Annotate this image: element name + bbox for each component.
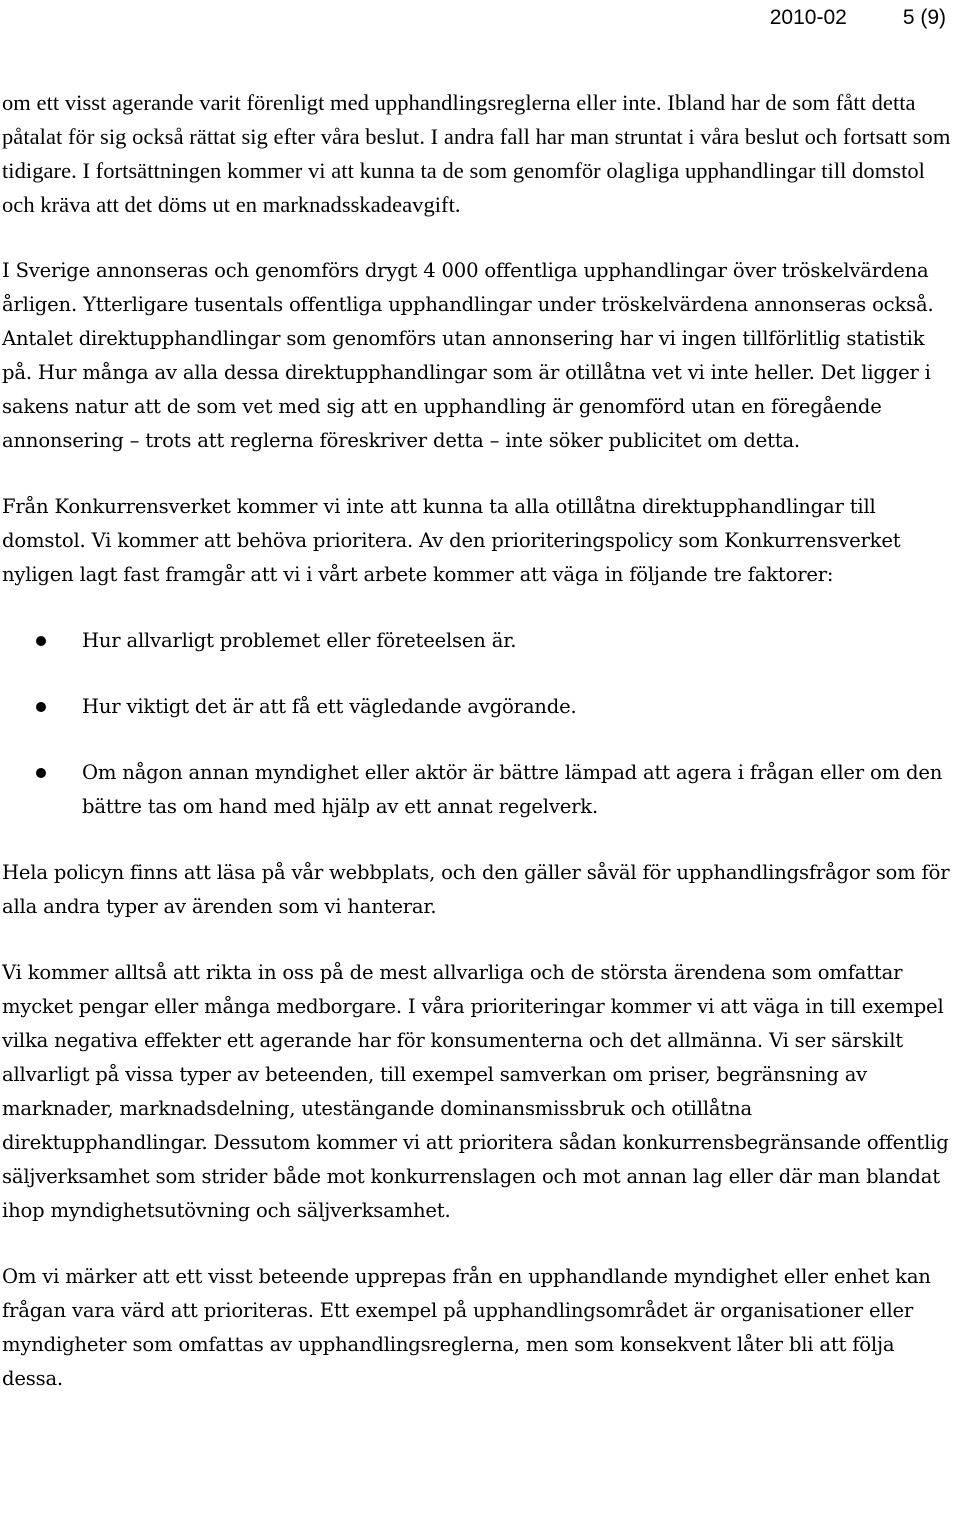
bullet-icon: [36, 636, 46, 646]
document-body: [2, 86, 952, 1428]
document-date: 2010-02: [769, 6, 847, 29]
paragraph: I Sverige annonseras och genomförs drygt 4 000 offentliga upphandlingar över tröskelvärdena årligen. Ytterligare tusentals offentliga upphandlingar under tröskelvärdena annonseras också. Antalet direktupphandlingar som genomförs utan annonsering har vi ingen tillförlitlig statistik på. Hur många av alla dessa direktupphandlingar som är otillåtna vet vi inte heller. Det ligger i sakens natur att de som vet med sig att en upphandling är genomförd utan en föregående annonsering – trots att reglerna föreskriver detta – inte söker publicitet om detta.: [2, 259, 934, 452]
page-number: 5 (9): [902, 6, 946, 29]
bullet-icon: [36, 702, 46, 712]
paragraph: Från Konkurrensverket kommer vi inte att kunna ta alla otillåtna direktupphandlingar till domstol. Vi kommer att behöva prioritera. Av den prioriteringspolicy som Konkurrensverket nyligen lagt fast framgår att vi i vårt arbete kommer att väga in följande tre faktorer:: [2, 495, 901, 586]
list-item-text: Hur viktigt det är att få ett vägledande avgörande.: [82, 695, 577, 718]
paragraph: Om vi märker att ett visst beteende upprepas från en upphandlande myndighet eller enhet kan frågan vara värd att prioriteras. Ett exempel på upphandlingsområdet är organisationer eller myndigheter som omfattas av upphandlingsreglerna, men som konsekvent låter bli att följa dessa.: [2, 1265, 931, 1390]
list-item-text: Hur allvarligt problemet eller företeelsen är.: [82, 629, 517, 652]
bullet-icon: [36, 768, 46, 778]
paragraph: Vi kommer alltså att rikta in oss på de mest allvarliga och de största ärendena som omfattar mycket pengar eller många medborgare. I våra prioriteringar kommer vi att väga in till exempel vilka negativa effekter ett agerande har för konsumenterna och det allmänna. Vi ser särskilt allvarligt på vissa typer av beteenden, till exempel samverkan om priser, begränsning av marknader, marknadsdelning, utestängande dominansmissbruk och otillåtna direktupphandlingar. Dessutom kommer vi att prioritera sådan konkurrensbegränsande offentlig säljverksamhet som strider både mot konkurrenslagen och mot annan lag eller där man blandat ihop myndighetsutövning och säljverksamhet.: [2, 961, 949, 1222]
list-item: [2, 624, 952, 658]
bullet-list: [2, 624, 952, 824]
list-item-text: Om någon annan myndighet eller aktör är bättre lämpad att agera i frågan eller om den bättre tas om hand med hjälp av ett annat regelverk.: [82, 761, 943, 818]
paragraph: Hela policyn finns att läsa på vår webbplats, och den gäller såväl för upphandlingsfrågor som för alla andra typer av ärenden som vi hanterar.: [2, 861, 950, 918]
list-item: [2, 756, 952, 824]
paragraph: om ett visst agerande varit förenligt med upphandlingsreglerna eller inte. Ibland har de som fått detta påtalat för sig också rättat sig efter våra beslut. I andra fall har man struntat i våra beslut och fortsatt som tidigare. I fortsättningen kommer vi att kunna ta de som genomför olagliga upphandlingar till domstol och kräva att det döms ut en marknadsskadeavgift.: [2, 90, 951, 217]
list-item: [2, 690, 952, 724]
page-header: [770, 0, 946, 36]
